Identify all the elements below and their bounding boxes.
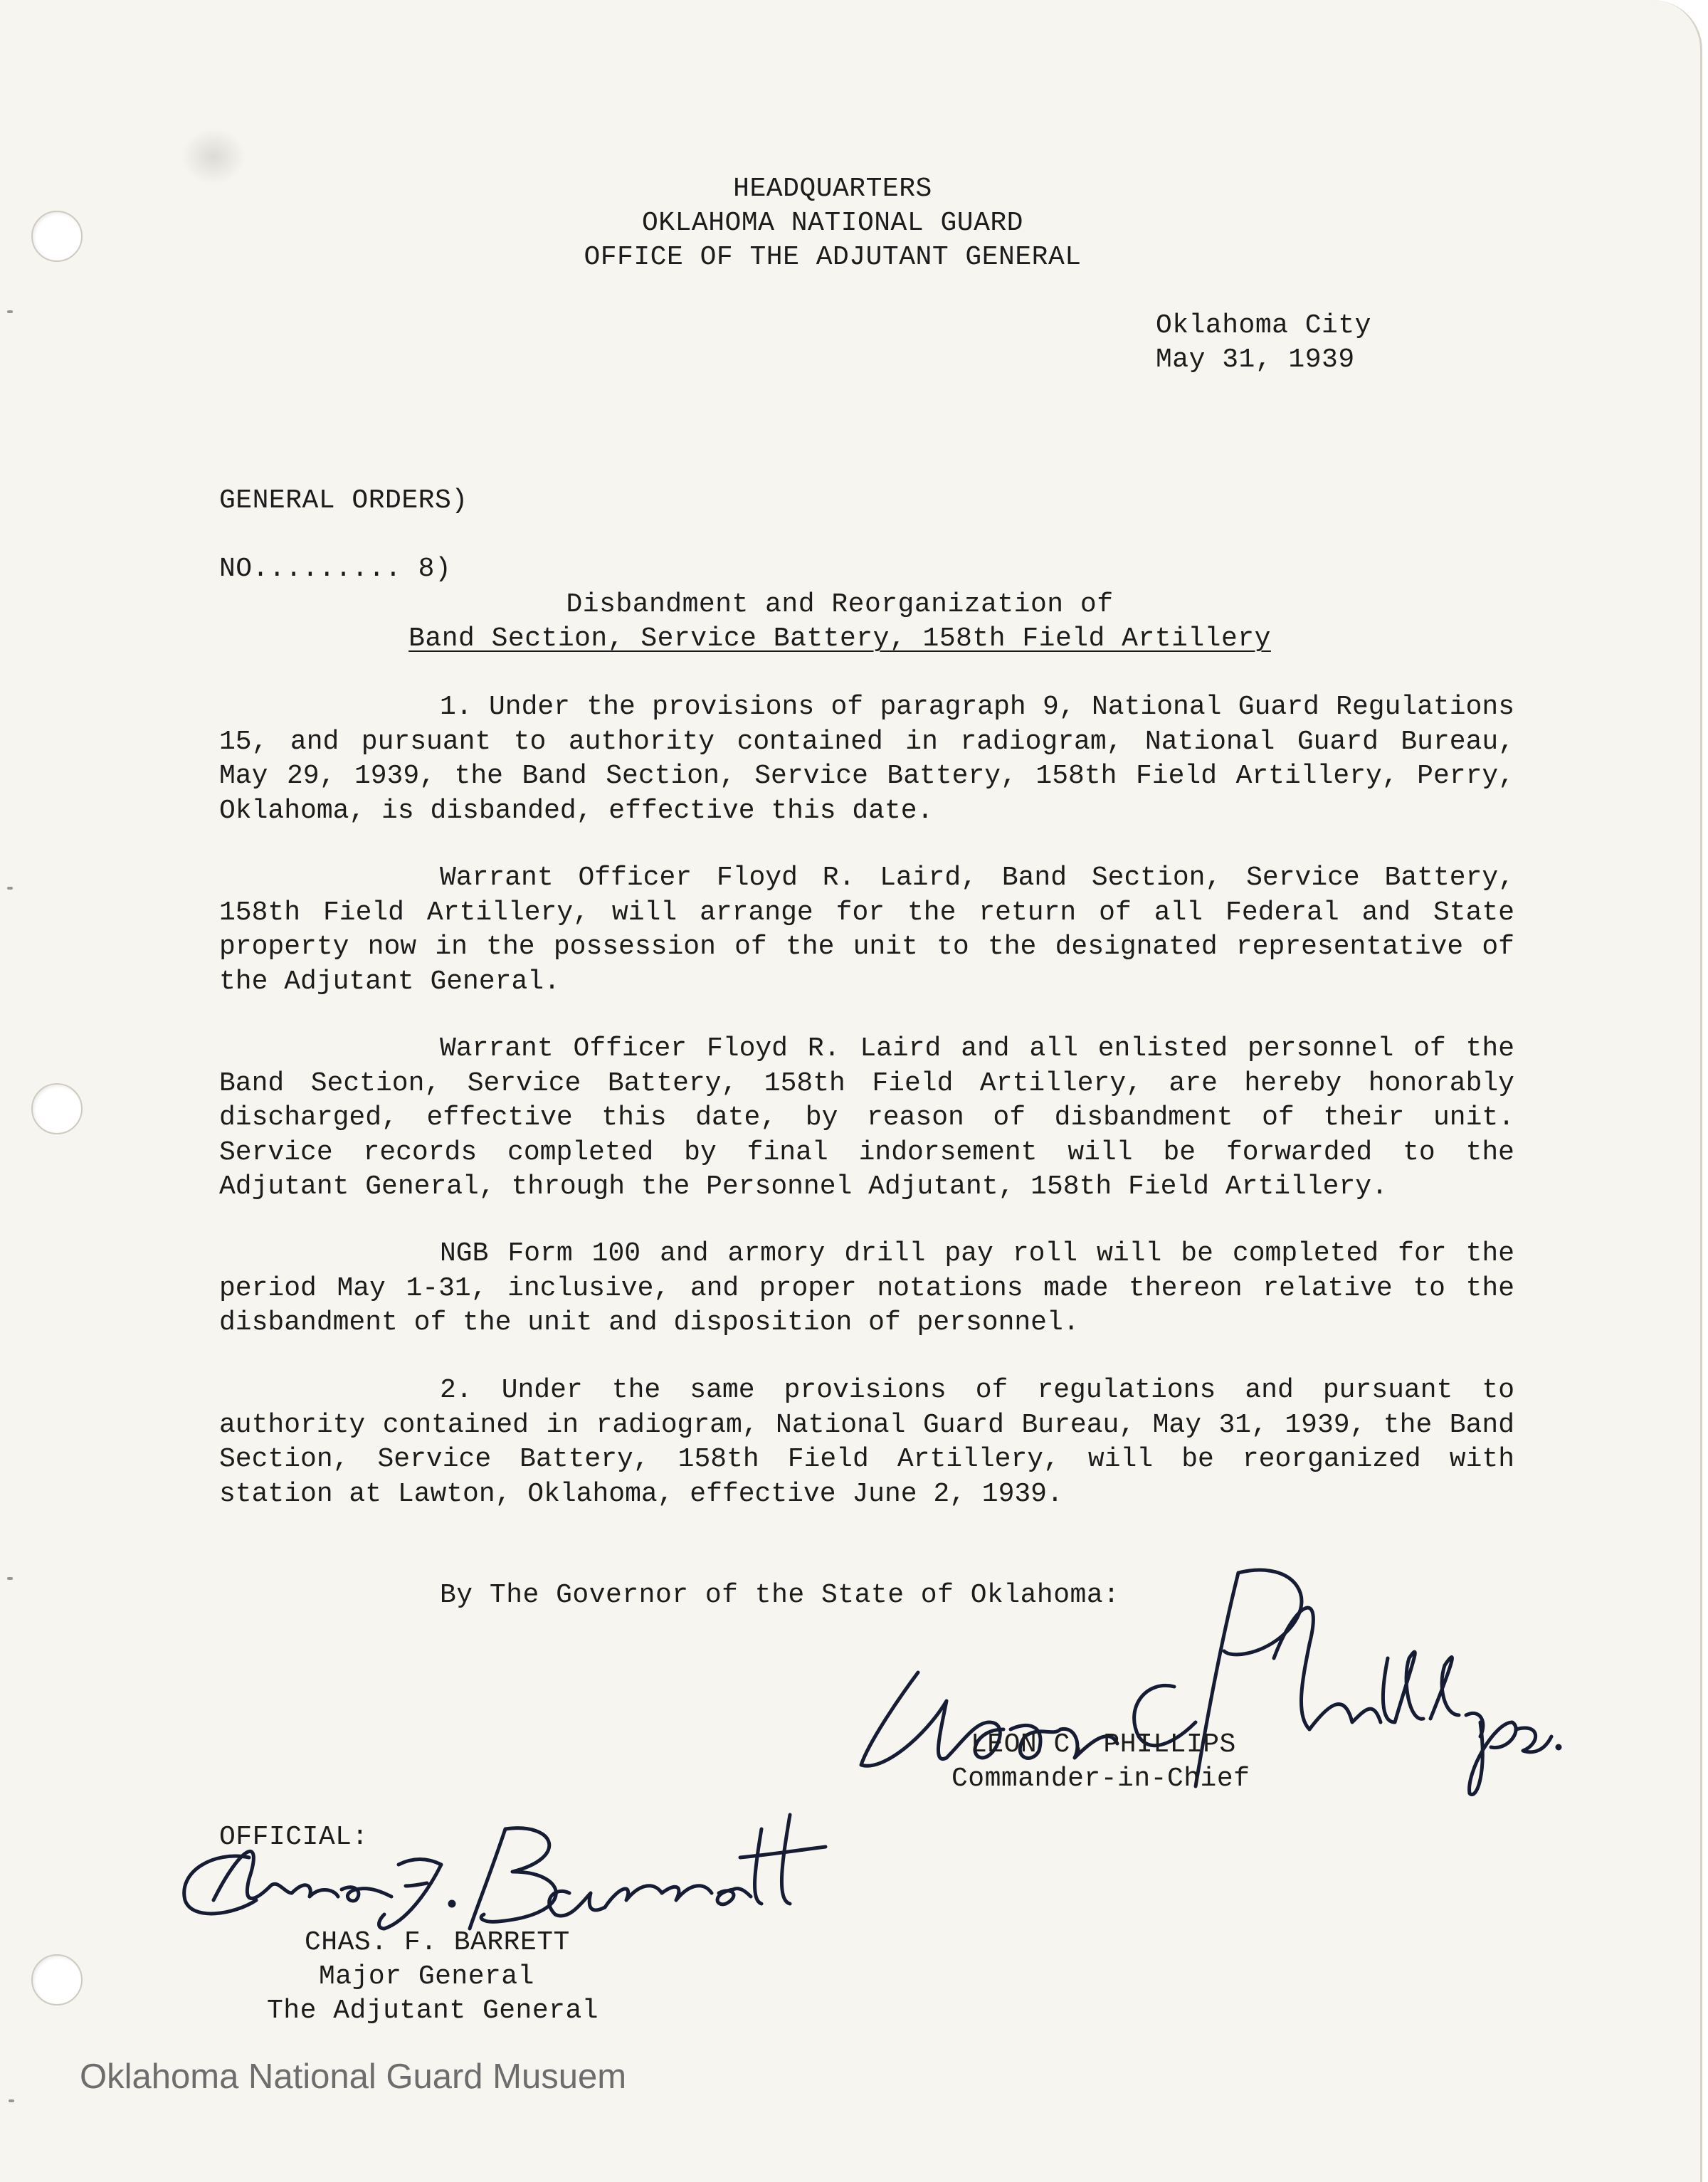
paragraph-2-text: Warrant Officer Floyd R. Laird, Band Section, Service Battery, 158th Field Artillery, will arrange for the return of all Federal and State property now in the possession of the unit to the designated representative of the Adjutant General. <box>219 863 1514 997</box>
adjutant-title: The Adjutant General <box>267 1996 599 2026</box>
margin-mark <box>7 1577 13 1580</box>
paragraph-1 <box>219 690 1514 828</box>
paragraph-5 <box>219 1374 1514 1512</box>
paragraph-5-text: 2. Under the same provisions of regulations and pursuant to authority contained in radiogram, National Guard Bureau, May 31, 1939, the Band Section, Service Battery, 158th Field Artillery, will be reorganized with station at Lawton, Oklahoma, effective June 2, 1939. <box>219 1375 1514 1509</box>
paragraph-2 <box>219 861 1514 999</box>
margin-mark <box>9 2099 14 2102</box>
adjutant-signature <box>171 1815 840 1943</box>
governor-title: Commander-in-Chief <box>951 1764 1250 1794</box>
punch-hole <box>31 1083 83 1134</box>
adjutant-rank: Major General <box>319 1961 534 1992</box>
paragraph-4-text: NGB Form 100 and armory drill pay roll will be completed for the period May 1-31, inclusive, and proper notations made thereon relative to the disbandment of the unit and disposition of personnel. <box>219 1238 1514 1338</box>
city: Oklahoma City <box>1156 310 1371 341</box>
margin-mark <box>7 310 13 313</box>
official-label: OFFICIAL: <box>219 1822 369 1852</box>
header-line-2: OKLAHOMA NATIONAL GUARD <box>642 208 1023 238</box>
date: May 31, 1939 <box>1156 344 1355 375</box>
governor-name: LEON C. PHILLIPS <box>971 1729 1236 1760</box>
paragraph-3 <box>219 1032 1514 1205</box>
subject-line-2: Band Section, Service Battery, 158th Field Artillery <box>408 623 1271 654</box>
order-number: NO......... 8) <box>219 554 452 584</box>
general-orders-label: GENERAL ORDERS) <box>219 485 468 516</box>
header-line-1: HEADQUARTERS <box>733 174 932 204</box>
museum-watermark: Oklahoma National Guard Musuem <box>80 2057 627 2096</box>
paragraph-4 <box>219 1237 1514 1341</box>
paragraph-1-text: 1. Under the provisions of paragraph 9, National Guard Regulations 15, and pursuant to authority contained in radiogram, National Guard Bureau, May 29, 1939, the Band Section, Service Battery, 158th Field Artillery, Perry, Oklahoma, is disbanded, effective this date. <box>219 692 1514 826</box>
authority-line: By The Governor of the State of Oklahoma: <box>440 1580 1120 1611</box>
adjutant-name: CHAS. F. BARRETT <box>305 1927 570 1958</box>
punch-hole <box>31 1954 83 2006</box>
margin-mark <box>7 887 13 890</box>
header-line-3: OFFICE OF THE ADJUTANT GENERAL <box>584 242 1082 273</box>
subject-line-1: Disbandment and Reorganization of <box>566 589 1114 620</box>
paragraph-3-text: Warrant Officer Floyd R. Laird and all enlisted personnel of the Band Section, Service Battery, 158th Field Artillery, are hereby honorably discharged, effective this date, by reason of disbandment of their unit. Service records completed by final indorsement will be forwarded to the Adjutant General, through the Personnel Adjutant, 158th Field Artillery. <box>219 1033 1514 1202</box>
